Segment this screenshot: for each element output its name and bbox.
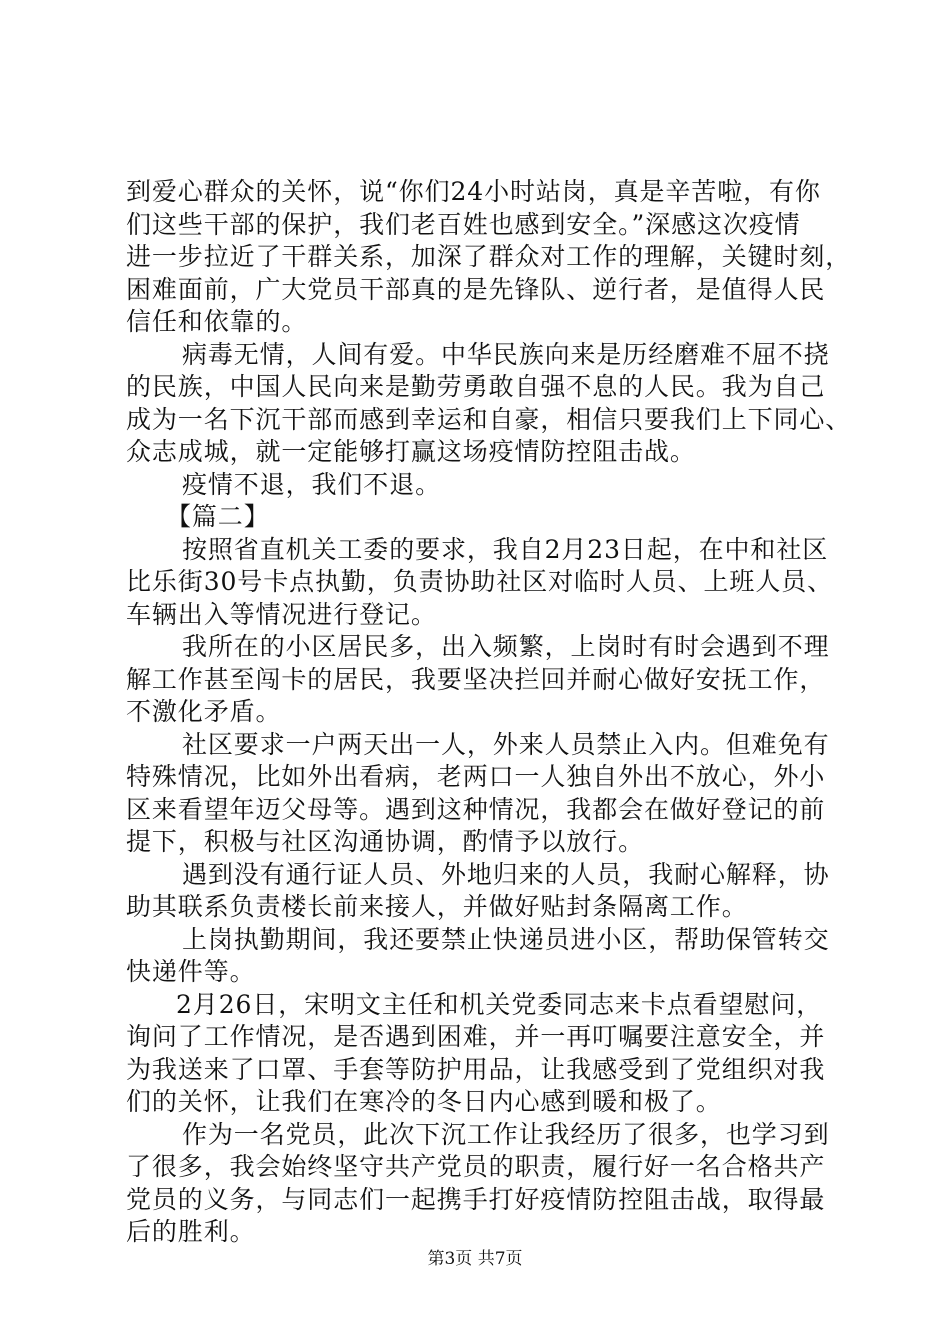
text-line: 们的关怀，让我们在寒冷的冬日内心感到暖和极了。 bbox=[126, 1087, 722, 1116]
text-line: 疫情不退，我们不退。 bbox=[182, 469, 442, 499]
text-line: 特殊情况，比如外出看病，老两口一人独自外出不放心，外小 bbox=[126, 762, 826, 791]
page-number: 第3页 共7页 bbox=[427, 1249, 523, 1269]
text-line: 了很多，我会始终坚守共产党员的职责，履行好一名合格共产 bbox=[126, 1152, 826, 1181]
text-line: 众志成城，就一定能够打赢这场疫情防控阻击战。 bbox=[126, 437, 696, 466]
text-line: 比乐街30号卡点执勤，负责协助社区对临时人员、上班人员、 bbox=[126, 567, 834, 596]
text-line: 助其联系负责楼长前来接人，并做好贴封条隔离工作。 bbox=[126, 892, 748, 921]
text-line: 为我送来了口罩、手套等防护用品，让我感受到了党组织对我 bbox=[126, 1054, 826, 1084]
body-text bbox=[126, 176, 852, 1249]
text-line: 区来看望年迈父母等。遇到这种情况，我都会在做好登记的前 bbox=[126, 794, 826, 824]
text-line: 成为一名下沉干部而感到幸运和自豪，相信只要我们上下同心、 bbox=[126, 404, 852, 434]
text-line: 解工作甚至闯卡的居民，我要坚决拦回并耐心做好安抚工作， bbox=[126, 664, 826, 694]
text-line: 困难面前，广大党员干部真的是先锋队、逆行者，是值得人民 bbox=[126, 274, 826, 304]
text-line: 提下，积极与社区沟通协调，酌情予以放行。 bbox=[126, 827, 645, 856]
section-heading: 【篇二】 bbox=[166, 502, 270, 531]
text-line: 进一步拉近了干群关系，加深了群众对工作的理解，关键时刻， bbox=[126, 242, 852, 271]
text-line: 信任和依靠的。 bbox=[126, 307, 308, 336]
text-line: 按照省直机关工委的要求，我自2月23日起，在中和社区 bbox=[182, 534, 829, 564]
text-line: 我所在的小区居民多，出入频繁，上岗时有时会遇到不理 bbox=[182, 632, 830, 661]
text-line: 作为一名党员，此次下沉工作让我经历了很多，也学习到 bbox=[182, 1119, 830, 1149]
text-line: 快递件等。 bbox=[126, 957, 256, 986]
text-line: 不激化矛盾。 bbox=[126, 697, 282, 726]
text-line: 车辆出入等情况进行登记。 bbox=[126, 599, 437, 629]
text-line: 党员的义务，与同志们一起携手打好疫情防控阻击战，取得最 bbox=[126, 1184, 826, 1214]
text-line: 后的胜利。 bbox=[126, 1217, 256, 1246]
text-line: 的民族，中国人民向来是勤劳勇敢自强不息的人民。我为自己 bbox=[126, 372, 826, 401]
text-line: 询问了工作情况，是否遇到困难，并一再叮嘱要注意安全，并 bbox=[126, 1022, 826, 1051]
text-line: 上岗执勤期间，我还要禁止快递员进小区，帮助保管转交 bbox=[182, 924, 830, 954]
text-line: 遇到没有通行证人员、外地归来的人员，我耐心解释，协 bbox=[182, 859, 830, 889]
text-line: 2月26日，宋明文主任和机关党委同志来卡点看望慰问， bbox=[176, 989, 823, 1019]
text-line: 社区要求一户两天出一人，外来人员禁止入内。但难免有 bbox=[182, 729, 830, 759]
text-line: 们这些干部的保护，我们老百姓也感到安全。”深感这次疫情 bbox=[126, 209, 801, 239]
text-line: 到爱心群众的关怀，说“你们24小时站岗，真是辛苦啦，有你 bbox=[126, 177, 821, 206]
text-line: 病毒无情，人间有爱。中华民族向来是历经磨难不屈不挠 bbox=[182, 339, 830, 369]
